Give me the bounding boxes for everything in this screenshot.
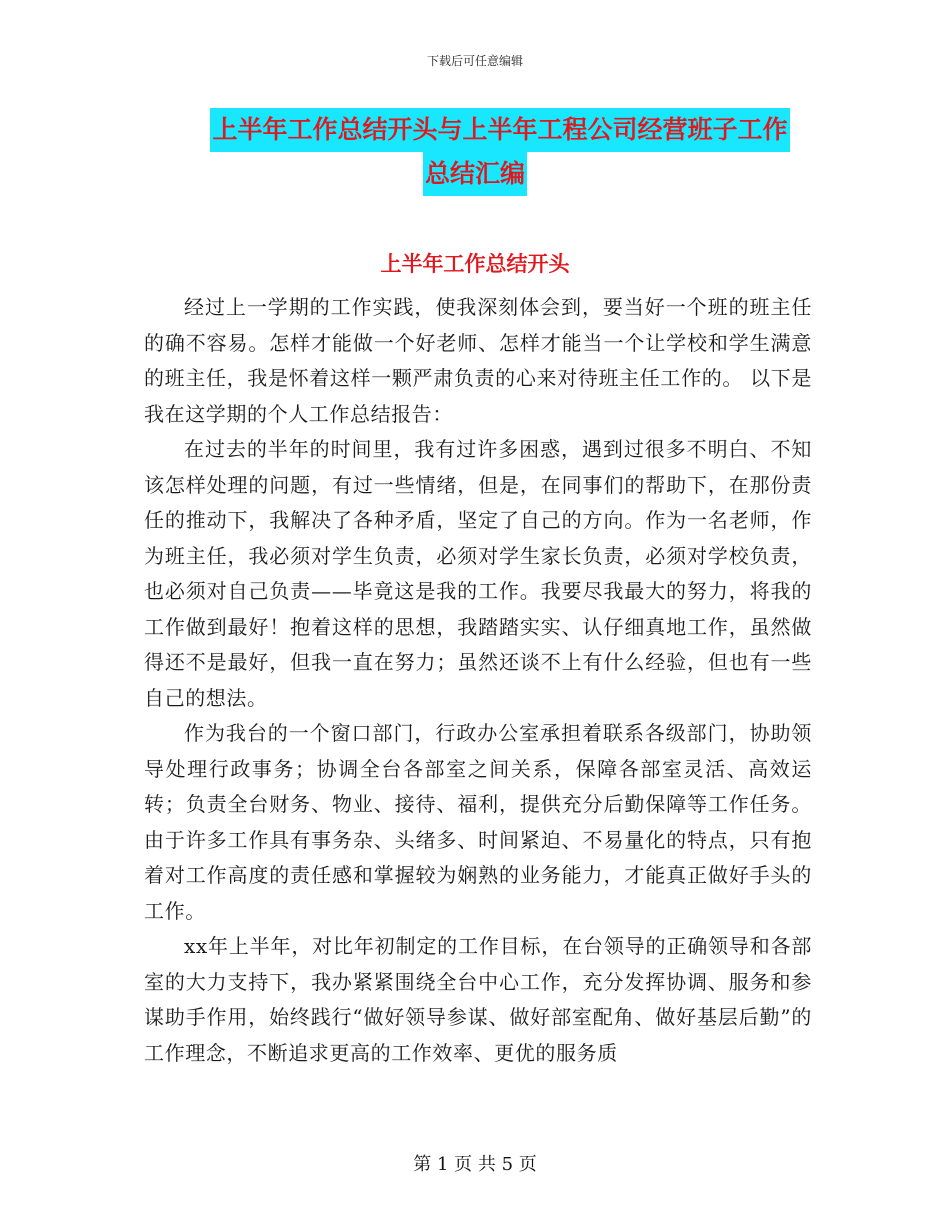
paragraph-4: xx年上半年，对比年初制定的工作目标，在台领导的正确领导和各部室的大力支持下，我办紧紧围绕全台中心工作，充分发挥协调、服务和参谋助手作用，始终践行“做好领导参谋、做好部室配角、做好基层后勤”的工作理念，不断追求更高的工作效率、更优的服务质 (144, 934, 812, 1065)
paragraph-3: 作为我台的一个窗口部门，行政办公室承担着联系各级部门，协助领导处理行政事务；协调全台各部室之间关系，保障各部室灵活、高效运转；负责全台财务、物业、接待、福利，提供充分后勤保障等工作任务。由于许多工作具有事务杂、头绪多、时间紧迫、不易量化的特点，只有抱着对工作高度的责任感和掌握较为娴熟的业务能力，才能真正做好手头的工作。 (144, 721, 812, 923)
document-title (0, 108, 950, 196)
page-number-footer: 第 1 页 共 5 页 (413, 1154, 537, 1175)
paragraph-1: 经过上一学期的工作实践，使我深刻体会到，要当好一个班的班主任的确不容易。怎样才能做一个好老师、怎样才能当一个让学校和学生满意的班主任，我是怀着这样一颗严肃负责的心来对待班主任工作的。 以下是我在这学期的个人工作总结报告： (144, 295, 812, 426)
document-body (144, 290, 812, 1071)
section-title: 上半年工作总结开头 (380, 251, 570, 276)
paragraph-2: 在过去的半年的时间里，我有过许多困惑，遇到过很多不明白、不知该怎样处理的问题，有过一些情绪，但是，在同事们的帮助下，在那份责任的推动下，我解决了各种矛盾，坚定了自己的方向。作为一名老师，作为班主任，我必须对学生负责，必须对学生家长负责，必须对学校负责，也必须对自己负责——毕竟这是我的工作。我要尽我最大的努力，将我的工作做到最好！抱着这样的思想，我踏踏实实、认仔细真地工作，虽然做得还不是最好，但我一直在努力；虽然还谈不上有什么经验，但也有一些自己的想法。 (144, 437, 812, 710)
header-note: 下载后可任意编辑 (426, 54, 523, 68)
document-title-line-2: 总结汇编 (423, 152, 527, 196)
document-title-line-1: 上半年工作总结开头与上半年工程公司经营班子工作 (210, 108, 789, 152)
